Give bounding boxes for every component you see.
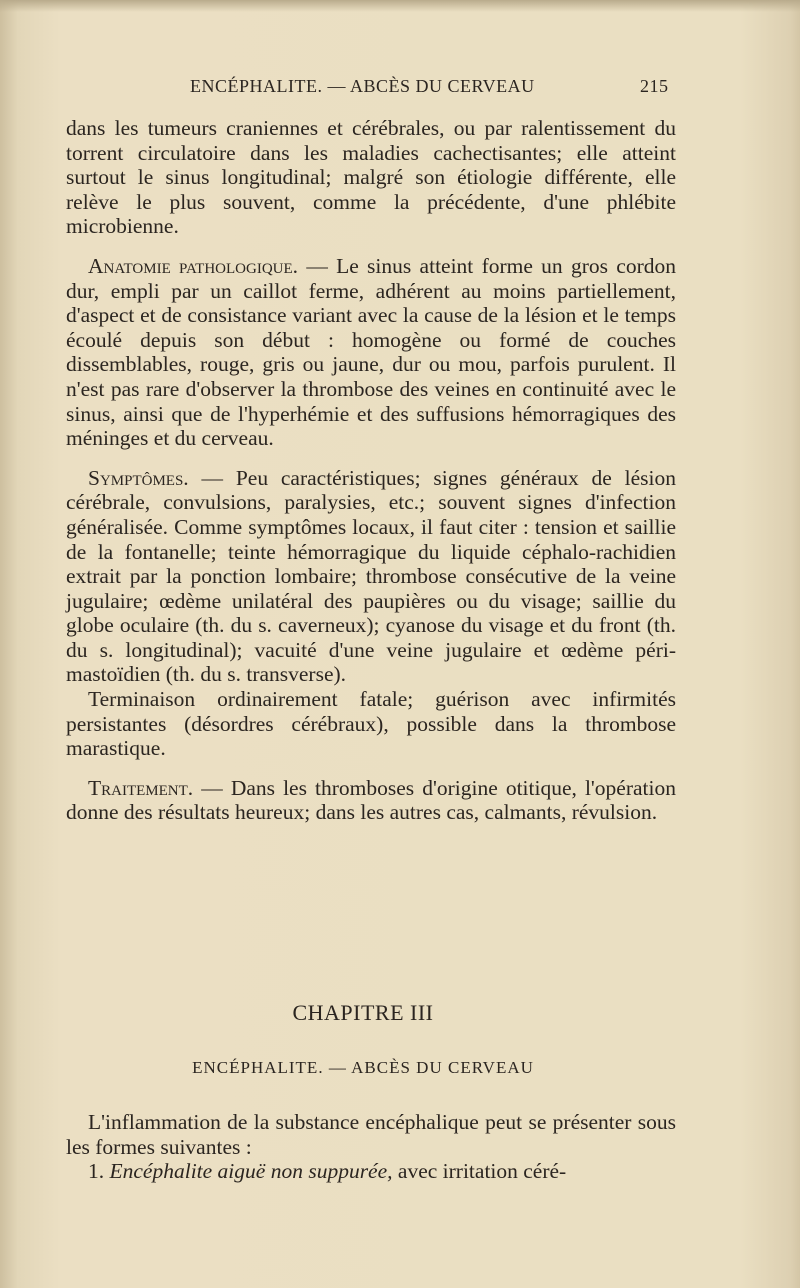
- paragraph-anatomie: [66, 254, 676, 451]
- paragraph-symptomes: [66, 466, 676, 687]
- paragraph-symptomes-text: — Peu caractéristiques; signes généraux de lésion cérébrale, convulsions, paralysies, etc.; souvent signes d'infection généralisée. Comme symptômes locaux, il faut citer : tension et saillie de la fontanelle; teinte hémorragique du liquide céphalo-rachidien extrait par la ponction lombaire; thrombose consécutive de la veine jugulaire; œdème unilatéral des paupières ou du visage; saillie du globe oculaire (th. du s. caverneux); cyanose du visage et du front (th. du s. longitudinal); vacuité d'une veine jugulaire et œdème péri-mastoïdien (th. du s. transverse).: [66, 465, 676, 687]
- section-heading-traitement: Traitement.: [88, 775, 194, 800]
- page-number: 215: [640, 76, 669, 96]
- list-item-1-number: 1.: [88, 1159, 110, 1184]
- chapter-body-text: [66, 1110, 676, 1184]
- running-title: ENCÉPHALITE. — ABCÈS DU CERVEAU: [190, 76, 535, 96]
- section-heading-anatomie: Anatomie pathologique.: [88, 253, 299, 278]
- section-heading-symptomes: Symptômes.: [88, 465, 189, 490]
- chapter-title: ENCÉPHALITE. — ABCÈS DU CERVEAU: [192, 1058, 534, 1077]
- running-header: [0, 76, 800, 100]
- page-edge-shadow: [0, 0, 800, 12]
- paragraph-traitement-text: — Dans les thromboses d'origine otitique, l'opération donne des résultats heureux; dans les autres cas, calmants, révulsion.: [66, 775, 676, 825]
- list-item-1-term: Encéphalite aiguë non suppurée,: [109, 1159, 393, 1184]
- paragraph-terminaison: Terminaison ordinairement fatale; guérison avec infirmités persistantes (désordres cérébraux), possible dans la thrombose marastique.: [66, 687, 676, 761]
- chapter-number: CHAPITRE III: [292, 1000, 434, 1025]
- chapter-intro-paragraph: L'inflammation de la substance encéphalique peut se présenter sous les formes suivantes :: [66, 1110, 676, 1159]
- paragraph-anatomie-text: — Le sinus atteint forme un gros cordon dur, empli par un caillot ferme, adhérent au moins partiellement, d'aspect et de consistance variant avec la cause de la lésion et le temps écoulé depuis son début : homogène ou formé de couches dissemblables, rouge, gris ou jaune, dur ou mou, parfois purulent. Il n'est pas rare d'observer la thrombose des veines en continuité avec le sinus, ainsi que de l'hyperhémie et des suffusions hémorragiques des méninges et du cerveau.: [66, 253, 676, 451]
- body-text: [66, 116, 676, 825]
- list-item-1: [66, 1159, 676, 1184]
- paragraph-continuation: dans les tumeurs craniennes et cérébrales, ou par ralentissement du torrent circulatoire dans les maladies cachectisantes; elle atteint surtout le sinus longitudinal; malgré son étiologie différente, elle relève le plus souvent, comme la précédente, d'une phlébite microbienne.: [66, 116, 676, 239]
- paragraph-traitement: [66, 776, 676, 825]
- list-item-1-text: avec irritation céré-: [392, 1159, 567, 1184]
